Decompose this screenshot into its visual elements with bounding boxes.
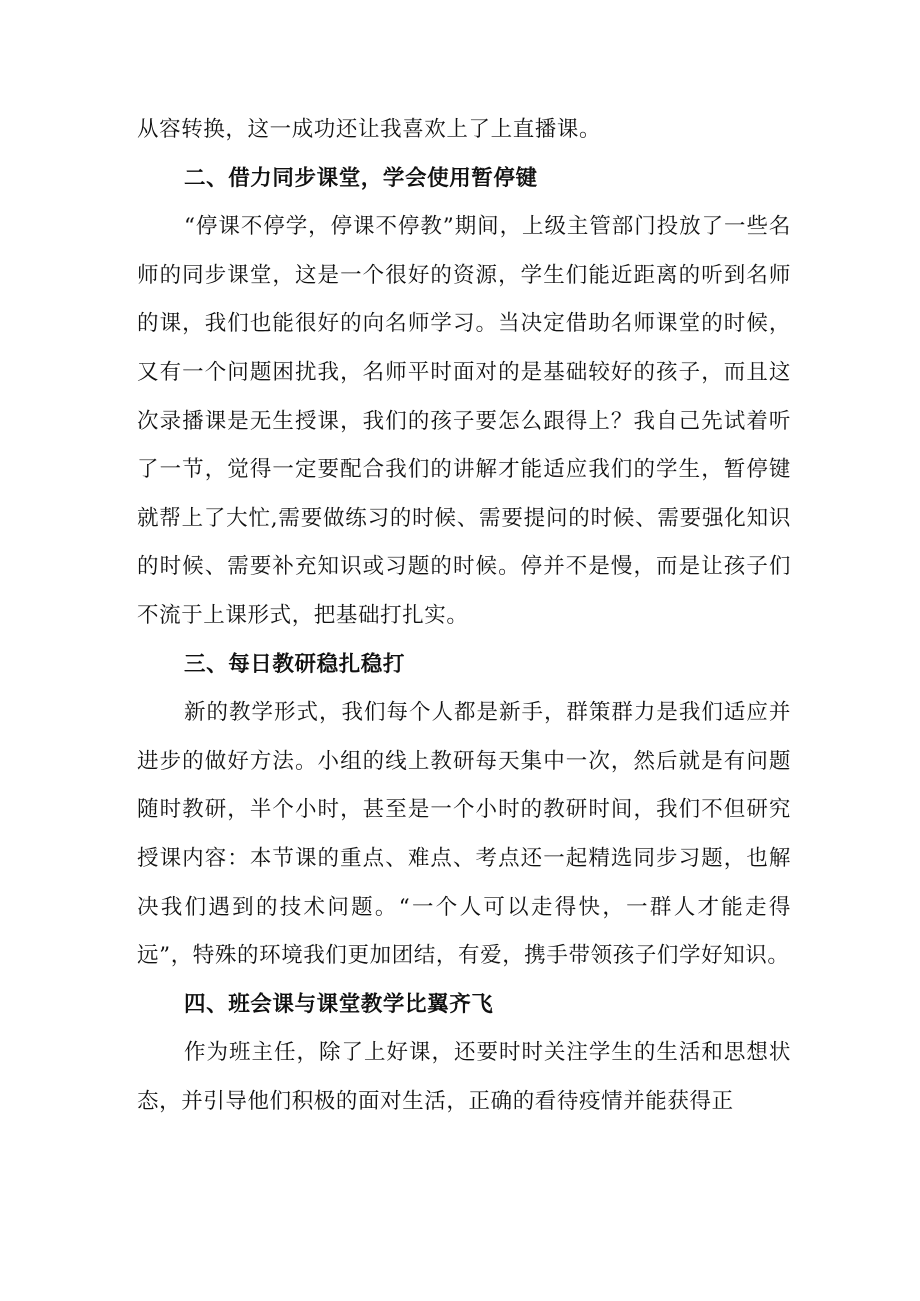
document-page (137, 106, 791, 1126)
section-2-heading: 二、借力同步课堂，学会使用暂停键 (184, 165, 538, 191)
section-3-heading: 三、每日教研稳扎稳打 (184, 651, 406, 677)
section-2-body: “停课不停学，停课不停教”期间，上级主管部门投放了一些名师的同步课堂，这是一个很好的资源，学生们能近距离的听到名师的课，我们也能很好的向名师学习。当决定借助名师课堂的时候，又有一个问题困扰我，名师平时面对的是基础较好的孩子，而且这次录播课是无生授课，我们的孩子要怎么跟得上？我自己先试着听了一节，觉得一定要配合我们的讲解才能适应我们的学生，暂停键就帮上了大忙,需要做练习的时候、需要提问的时候、需要强化知识的时候、需要补充知识或习题的时候。停并不是慢，而是让孩子们不流于上课形式，把基础打扎实。 (137, 214, 791, 628)
section-4-heading: 四、班会课与课堂教学比翼齐飞 (184, 991, 494, 1017)
section-3-body: 新的教学形式，我们每个人都是新手，群策群力是我们适应并进步的做好方法。小组的线上教研每天集中一次，然后就是有问题随时教研，半个小时，甚至是一个小时的教研时间，我们不但研究授课内容：本节课的重点、难点、考点还一起精选同步习题，也解决我们遇到的技术问题。“一个人可以走得快，一群人才能走得远”，特殊的环境我们更加团结，有爱，携手带领孩子们学好知识。 (137, 700, 791, 969)
continuation-paragraph: 从容转换，这一成功还让我喜欢上了上直播课。 (137, 117, 602, 142)
section-4-body: 作为班主任，除了上好课，还要时时关注学生的生活和思想状态，并引导他们积极的面对生活，正确的看待疫情并能获得正 (137, 1040, 791, 1114)
